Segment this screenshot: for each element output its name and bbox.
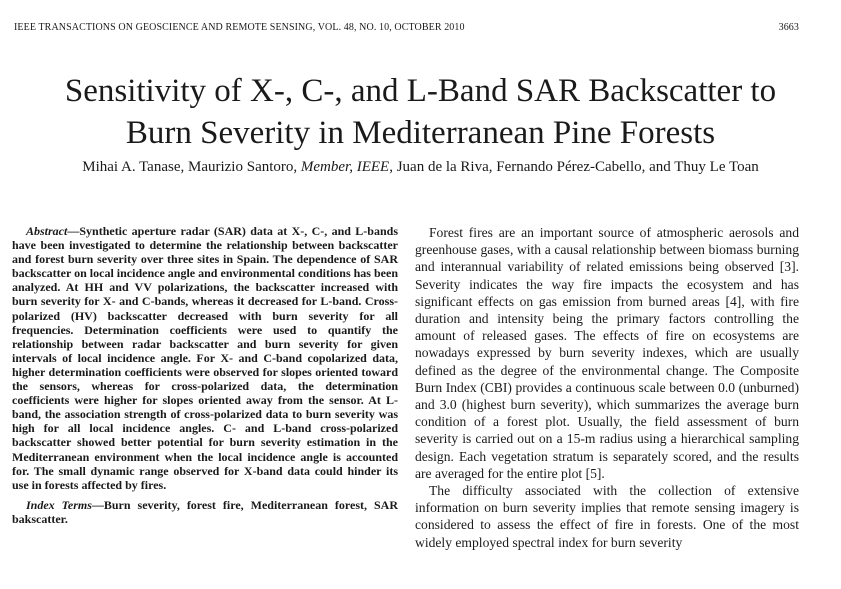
title-line-1: Sensitivity of X-, C-, and L-Band SAR Backscatter to xyxy=(64,73,777,109)
author-list xyxy=(0,158,841,176)
authors-part-2: , Juan de la Riva, Fernando Pérez-Cabello, and Thuy Le Toan xyxy=(389,159,759,175)
authors-part-1: Mihai A. Tanase, Maurizio Santoro, xyxy=(82,159,301,175)
journal-name: IEEE TRANSACTIONS ON GEOSCIENCE AND REMOTE SENSING, VOL. 48, NO. 10, OCTOBER 2010 xyxy=(14,22,465,33)
title-line-2: Burn Severity in Mediterranean Pine Forests xyxy=(125,115,716,151)
running-header xyxy=(14,22,799,36)
abstract xyxy=(12,224,398,492)
index-terms-text: —Burn severity, forest fire, Mediterranean forest, SAR bakscatter. xyxy=(12,497,398,526)
index-terms xyxy=(12,498,398,526)
abstract-column xyxy=(12,224,398,526)
body-paragraph-1: Forest fires are an important source of atmospheric aerosols and greenhouse gases, with a causal relationship between biomass burning and interannual variability of related emissions being observed [3]. Severity indicates the way fire impacts the ecosystem and has significant effects on gas emission from burned areas [4], with fire duration and intensity being the primary factors controlling the amount of released gases. The effects of fire on ecosystems are nowadays expressed by burn severity indexes, which are usually defined as the degree of the environmental change. The Composite Burn Index (CBI) provides a continuous scale between 0.0 (unburned) and 3.0 (highest burn severity), which summarizes the average burn condition of a forest plot. Usually, the field assessment of burn severity is carried out on a 15-m radius using a hierarchical sampling design. Each vegetation stratum is separately scored, and the results are averaged for the entire plot [5]. xyxy=(415,225,799,481)
body-paragraph-2: The difficulty associated with the collection of extensive information on burn severity implies that remote sensing imagery is considered to assess the effect of fire in forests. One of the most widely employed spectral index for burn severity xyxy=(415,483,799,550)
index-terms-label: Index Terms xyxy=(26,497,92,512)
body-column xyxy=(415,224,799,551)
paper-title xyxy=(0,70,841,154)
page-number: 3663 xyxy=(778,22,799,33)
member-ieee: Member, IEEE xyxy=(300,159,390,175)
abstract-label: Abstract xyxy=(26,224,68,238)
abstract-text: —Synthetic aperture radar (SAR) data at X-, C-, and L-bands have been investigated to determine the relationship between backscatter and forest burn severity over three sites in Spain. The dependence of SAR backscatter on local incidence angle and environmental conditions has been analyzed. At HH and VV polarizations, the backscatter increased with burn severity for X- and C-bands, whereas it decreased for L-band. Cross-polarized (HV) backscatter decreased with burn severity for all frequencies. Determination coefficients were used to quantify the relationship between radar backscatter and burn severity for given intervals of local incidence angle. For X- and C-band copolarized data, higher determination coefficients were observed for slopes oriented toward the sensors, whereas for cross-polarized data, the determination coefficients were higher for slopes oriented away from the sensor. At L-band, the association strength of cross-polarized data to burn severity was high for all local incidence angles. C- and L-band cross-polarized backscatter showed better potential for burn severity estimation in the Mediterranean environment when the local incidence angle is accounted for. The small dynamic range observed for X-band data could hinder its use in forests affected by fires. xyxy=(12,224,398,492)
